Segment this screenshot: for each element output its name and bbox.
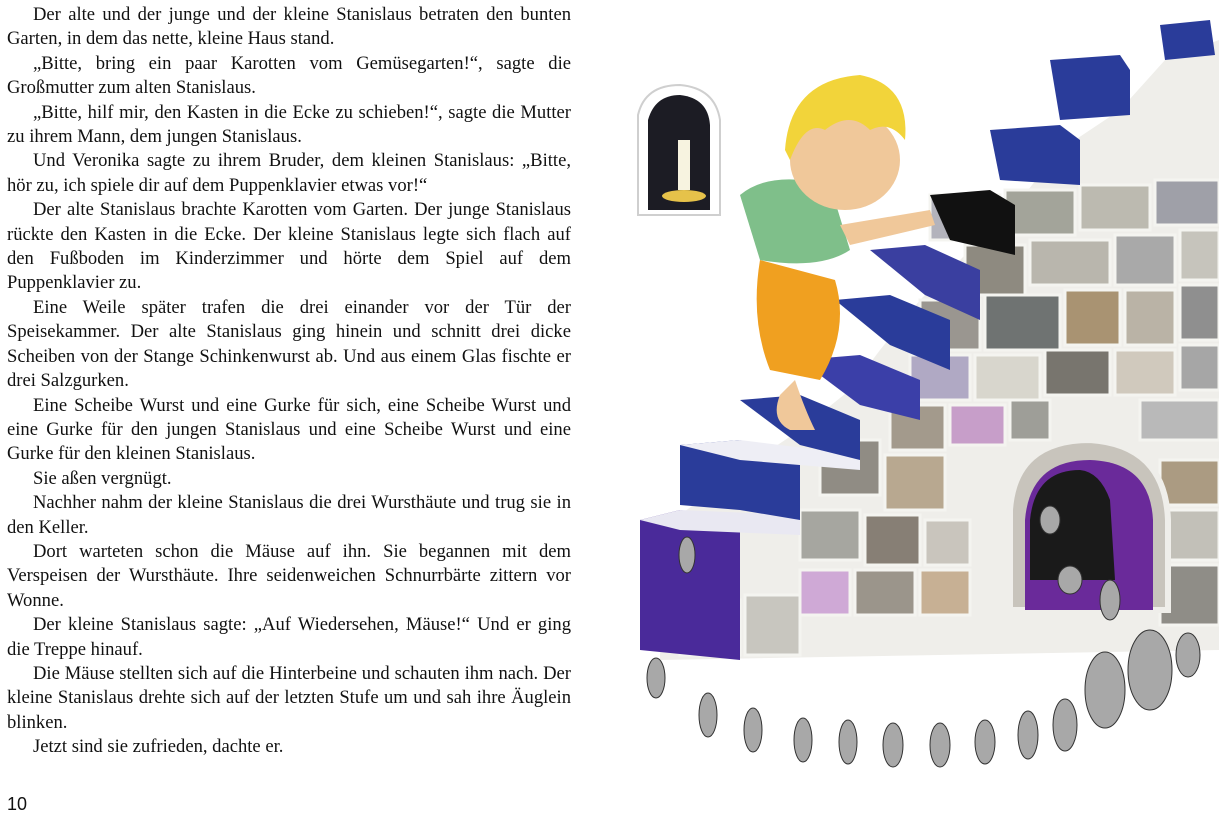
boy-on-stairs-with-mice-illustration: [620, 0, 1219, 821]
story-paragraph-13: Jetzt sind sie zufrieden, dachte er.: [33, 736, 284, 758]
story-paragraph-3: „Bitte, hilf mir, den Kasten in die Ecke zu schieben!“, sagte die Mutter zu ihrem Mann, dem jungen Stanislaus.: [7, 101, 571, 148]
window-with-candle: [638, 85, 720, 215]
story-paragraph-1: Der alte und der junge und der kleine Stanislaus betraten den bunten Garten, in dem das nette, kleine Haus stand.: [7, 4, 571, 50]
story-paragraph-5: Der alte Stanislaus brachte Karotten vom Garten. Der junge Stanislaus rückte den Kasten in die Ecke. Der kleine Stanislaus legte sich flach auf den Fußboden im Kinderzimmer und hörte dem Spiel auf dem Puppenklavier zu.: [7, 199, 571, 294]
story-paragraph-9: Nachher nahm der kleine Stanislaus die drei Wursthäute und trug sie in den Keller.: [7, 492, 571, 538]
page-number: 10: [7, 794, 28, 814]
story-paragraph-8: Sie aßen vergnügt.: [33, 467, 172, 489]
story-paragraph-7: Eine Scheibe Wurst und eine Gurke für sich, eine Scheibe Wurst und eine Gurke für den jungen Stanislaus und eine Scheibe Wurst und eine Gurke für den kleinen Stanislaus.: [7, 394, 571, 465]
story-paragraph-4: Und Veronika sagte zu ihrem Bruder, dem kleinen Stanislaus: „Bitte, hör zu, ich spiele dir auf dem Puppenklavier etwas vor!“: [7, 150, 571, 196]
story-paragraph-10: Dort warteten schon die Mäuse auf ihn. Sie begannen mit dem Verspeisen der Wursthäute. Ihre seidenweichen Schnurrbärte zittern vor Wonne.: [7, 540, 571, 611]
story-paragraph-6: Eine Weile später trafen die drei einander vor der Tür der Speisekammer. Der alte Stanislaus ging hinein und schnitt drei dicke Scheiben von der Stange Schinkenwurst ab. Und aus einem Glas fischte er drei Salzgurken.: [7, 296, 571, 392]
story-text-column: [7, 3, 571, 760]
story-paragraph-12: Die Mäuse stellten sich auf die Hinterbeine und schauten ihm nach. Der kleine Stanislaus drehte sich auf der letzten Stufe um und sah ihre Äuglein blinken.: [7, 662, 571, 733]
story-paragraph-2: „Bitte, bring ein paar Karotten vom Gemüsegarten!“, sagte die Großmutter zum alten Stanislaus.: [7, 52, 571, 99]
cellar-archway: [1010, 440, 1168, 610]
story-paragraph-11: Der kleine Stanislaus sagte: „Auf Wiedersehen, Mäuse!“ Und er ging die Treppe hinauf.: [7, 614, 571, 660]
